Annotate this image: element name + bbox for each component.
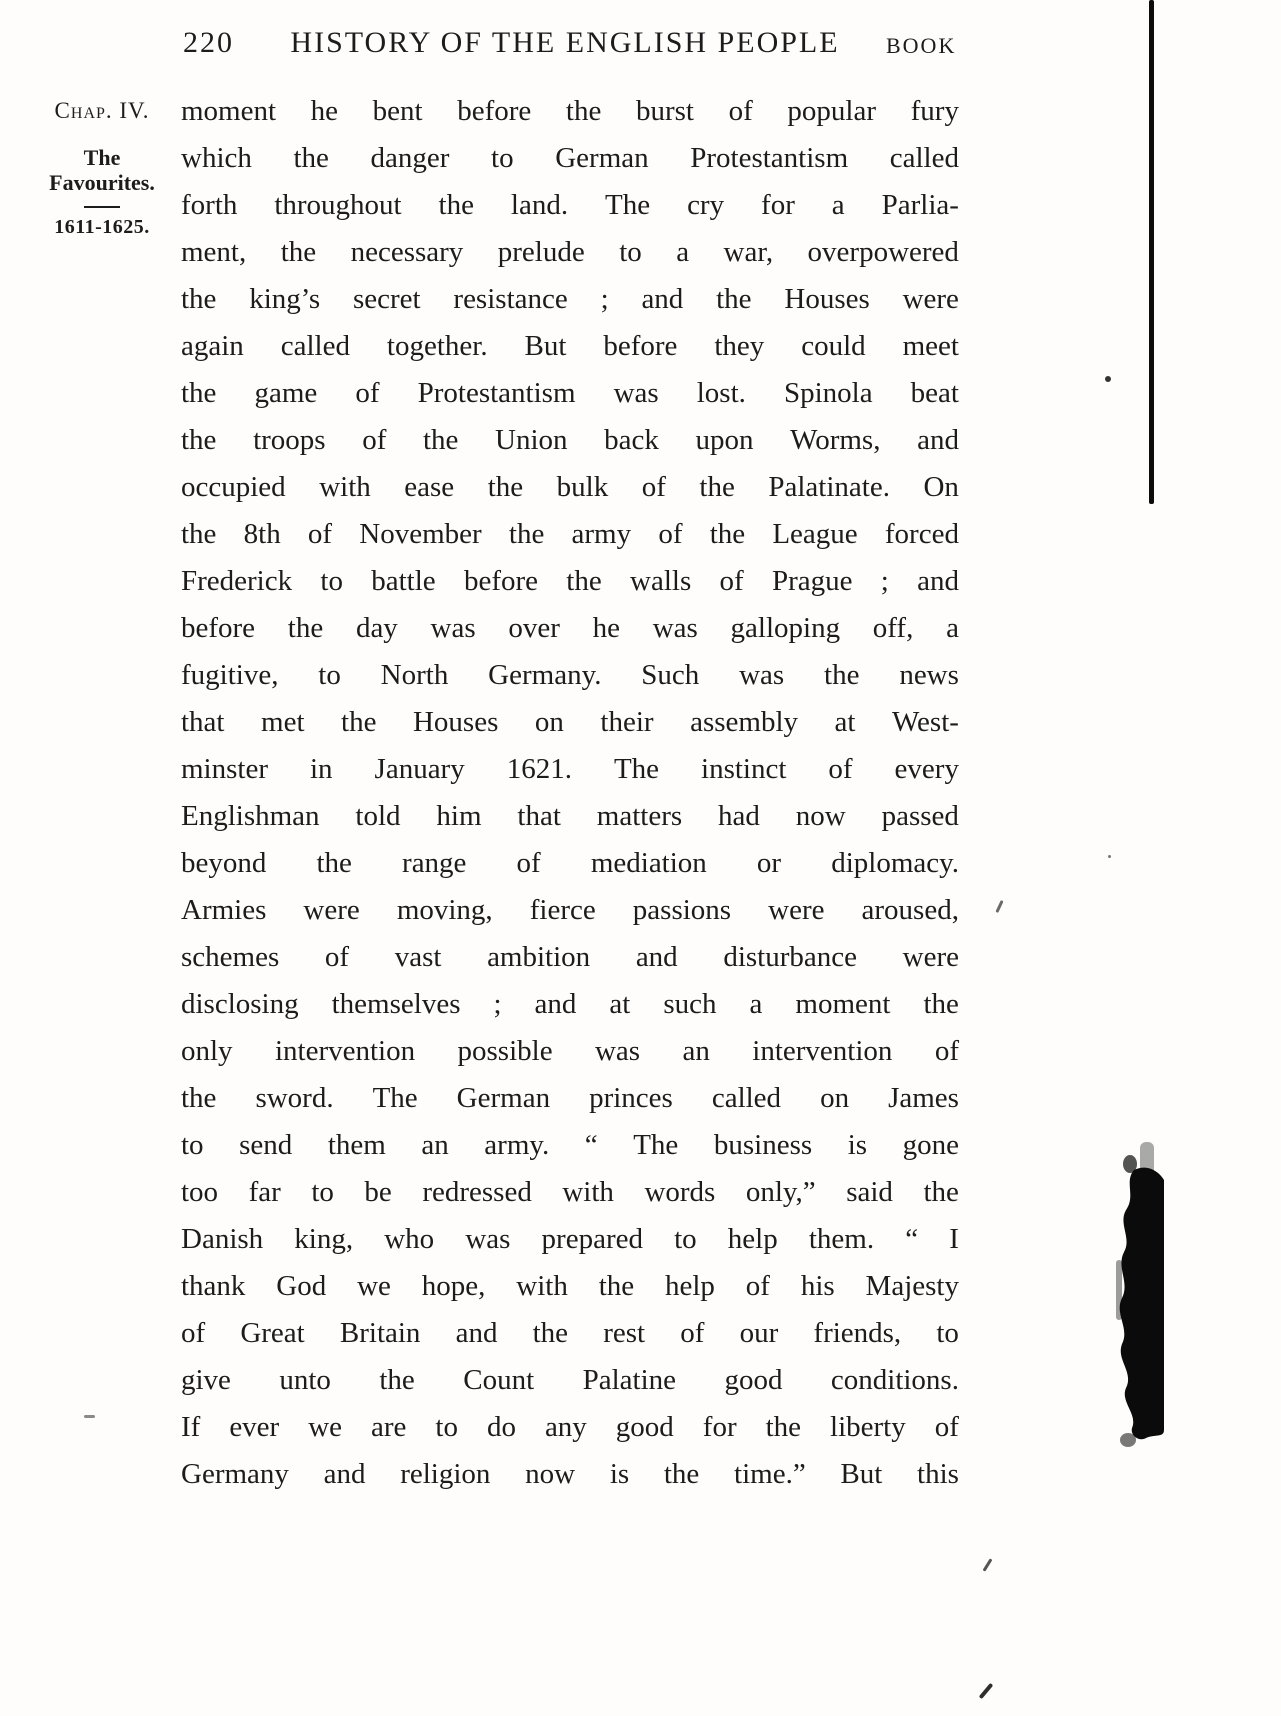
text-line: thank God we hope, with the help of his Majesty <box>181 1270 959 1302</box>
text-line: Frederick to battle before the walls of Prague ; and <box>181 565 959 597</box>
text-line: moment he bent before the burst of popular fury <box>181 95 959 127</box>
text-line: Armies were moving, fierce passions were aroused, <box>181 894 959 926</box>
scan-speck <box>979 1683 994 1699</box>
text-line: the 8th of November the army of the League forced <box>181 518 959 550</box>
text-line: the king’s secret resistance ; and the Houses were <box>181 283 959 315</box>
running-title: HISTORY OF THE ENGLISH PEOPLE <box>290 26 840 59</box>
scan-edge-line <box>1149 0 1154 504</box>
text-line: before the day was over he was galloping off, a <box>181 612 959 644</box>
text-line: Danish king, who was prepared to help them. “ I <box>181 1223 959 1255</box>
text-line: disclosing themselves ; and at such a moment the <box>181 988 959 1020</box>
text-line: minster in January 1621. The instinct of every <box>181 753 959 785</box>
side-note-line1: The <box>83 145 121 170</box>
chapter-label: Chap. IV. <box>54 98 150 123</box>
text-line: which the danger to German Protestantism called <box>181 142 959 174</box>
scan-speck <box>84 1415 95 1418</box>
page-number: 220 <box>183 26 234 59</box>
text-line: occupied with ease the bulk of the Palatinate. On <box>181 471 959 503</box>
text-line: to send them an army. “ The business is gone <box>181 1129 959 1161</box>
text-line: that met the Houses on their assembly at West- <box>181 706 959 738</box>
text-line: give unto the Count Palatine good conditions. <box>181 1364 959 1396</box>
text-line: Germany and religion now is the time.” But this <box>181 1458 959 1490</box>
text-line: again called together. But before they could meet <box>181 330 959 362</box>
text-line: the game of Protestantism was lost. Spinola beat <box>181 377 959 409</box>
scan-speck <box>995 900 1003 913</box>
text-line: of Great Britain and the rest of our friends, to <box>181 1317 959 1349</box>
text-line: forth throughout the land. The cry for a Parlia- <box>181 189 959 221</box>
text-line: If ever we are to do any good for the liberty of <box>181 1411 959 1443</box>
ink-smudge <box>1094 1140 1170 1452</box>
text-line: beyond the range of mediation or diplomacy. <box>181 847 959 879</box>
book-label: BOOK <box>886 33 957 58</box>
running-header <box>0 26 1281 66</box>
margin-notes <box>28 98 176 239</box>
text-line: the troops of the Union back upon Worms, and <box>181 424 959 456</box>
margin-divider <box>84 206 120 208</box>
text-line: ment, the necessary prelude to a war, overpowered <box>181 236 959 268</box>
side-note-line2: Favourites. <box>49 170 155 195</box>
body-text <box>181 88 959 1498</box>
text-line: only intervention possible was an intervention of <box>181 1035 959 1067</box>
scan-speck <box>1108 855 1111 858</box>
text-line: the sword. The German princes called on James <box>181 1082 959 1114</box>
scan-speck <box>983 1558 993 1571</box>
scan-speck <box>1105 376 1111 382</box>
text-line: too far to be redressed with words only,” said the <box>181 1176 959 1208</box>
text-line: Englishman told him that matters had now passed <box>181 800 959 832</box>
text-line: schemes of vast ambition and disturbance were <box>181 941 959 973</box>
text-line: fugitive, to North Germany. Such was the news <box>181 659 959 691</box>
date-range: 1611-1625. <box>54 216 150 238</box>
